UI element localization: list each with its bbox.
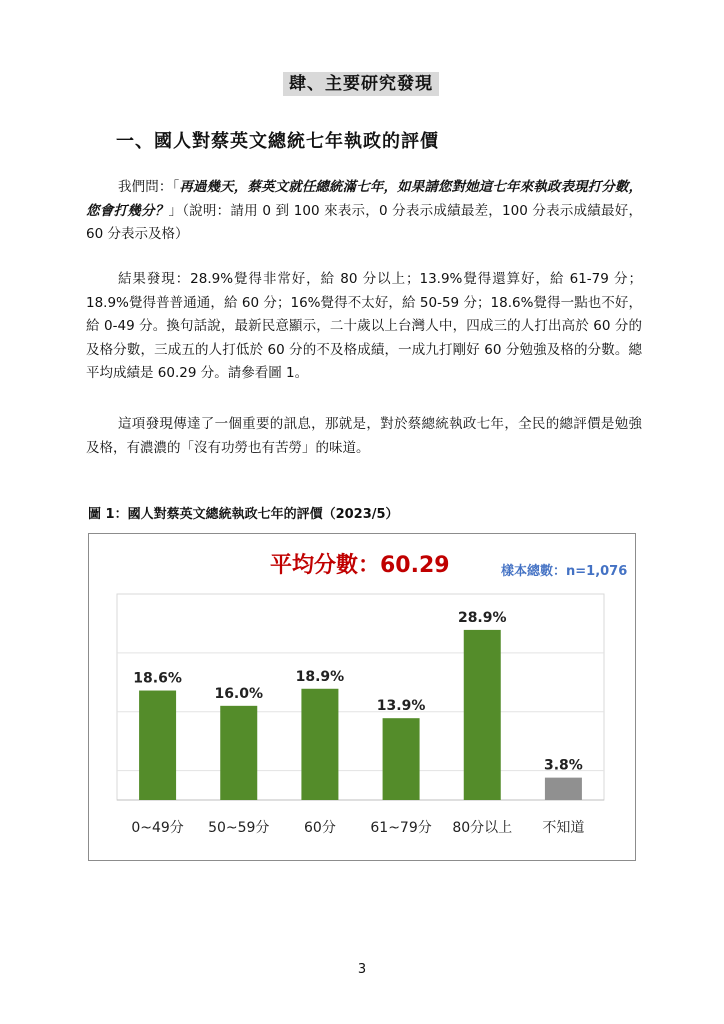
data-label: 16.0% (214, 685, 264, 702)
paragraph-results: 結果發現：28.9%覺得非常好，給 80 分以上；13.9%覺得還算好，給 61-79 分；18.9%覺得普普通通，給 60 分；16%覺得不太好，給 50-59 分；18.6%覺得一點也不好，給 0-49 分。換句話說，最新民意顯示，二十歲以上台灣人中，四成三的人打出高於 60 分的及格分數，三成五的人打低於 60 分的不及格成績，一成九打剛好 60 分勉強及格的分數。總平均成績是 60.29 分。請參看圖 1。 (86, 271, 642, 381)
page-number: 3 (357, 962, 367, 977)
plot-area (117, 594, 604, 800)
section-title: 肆、主要研究發現 (283, 72, 439, 96)
category-label: 不知道 (542, 820, 585, 836)
data-label: 3.8% (544, 757, 583, 774)
bar (220, 706, 257, 800)
bar (464, 630, 501, 800)
data-label: 18.6% (133, 670, 182, 687)
category-label: 61~79分 (370, 820, 432, 836)
paragraph-conclusion: 這項發現傳達了一個重要的訊息，那就是，對於蔡總統執政七年，全民的總評價是勉強及格，有濃濃的「沒有功勞也有苦勞」的味道。 (86, 416, 642, 456)
data-label: 13.9% (376, 698, 426, 715)
bar (545, 778, 582, 800)
category-label: 50~59分 (208, 820, 270, 836)
category-label: 80分以上 (452, 820, 513, 836)
bar (383, 718, 420, 800)
category-label: 60分 (304, 820, 336, 836)
chart-title-average: 平均分數：60.29 (270, 553, 450, 578)
question-note: （說明：請用 0 到 100 來表示，0 分表示成績最差，100 分表示成績最好，60 分表示及格） (86, 202, 643, 242)
question-intro: 我們問：「 (118, 179, 180, 195)
data-label: 28.9% (457, 609, 507, 626)
question-close: 」 (168, 202, 183, 219)
bar (139, 691, 176, 800)
chart-sample-size: 樣本總數：n=1,076 (501, 564, 628, 579)
bar (301, 689, 338, 800)
section-heading: 一、國人對蔡英文總統七年執政的評價 (116, 131, 439, 152)
category-label: 0~49分 (131, 820, 184, 836)
figure-caption: 圖 1：國人對蔡英文總統執政七年的評價（2023/5） (88, 507, 399, 522)
question-text: 再過幾天，蔡英文就任總統滿七年，如果請您對她這七年來執政表現打分數，您會打幾分？ (86, 179, 643, 219)
data-label: 18.9% (295, 668, 345, 685)
